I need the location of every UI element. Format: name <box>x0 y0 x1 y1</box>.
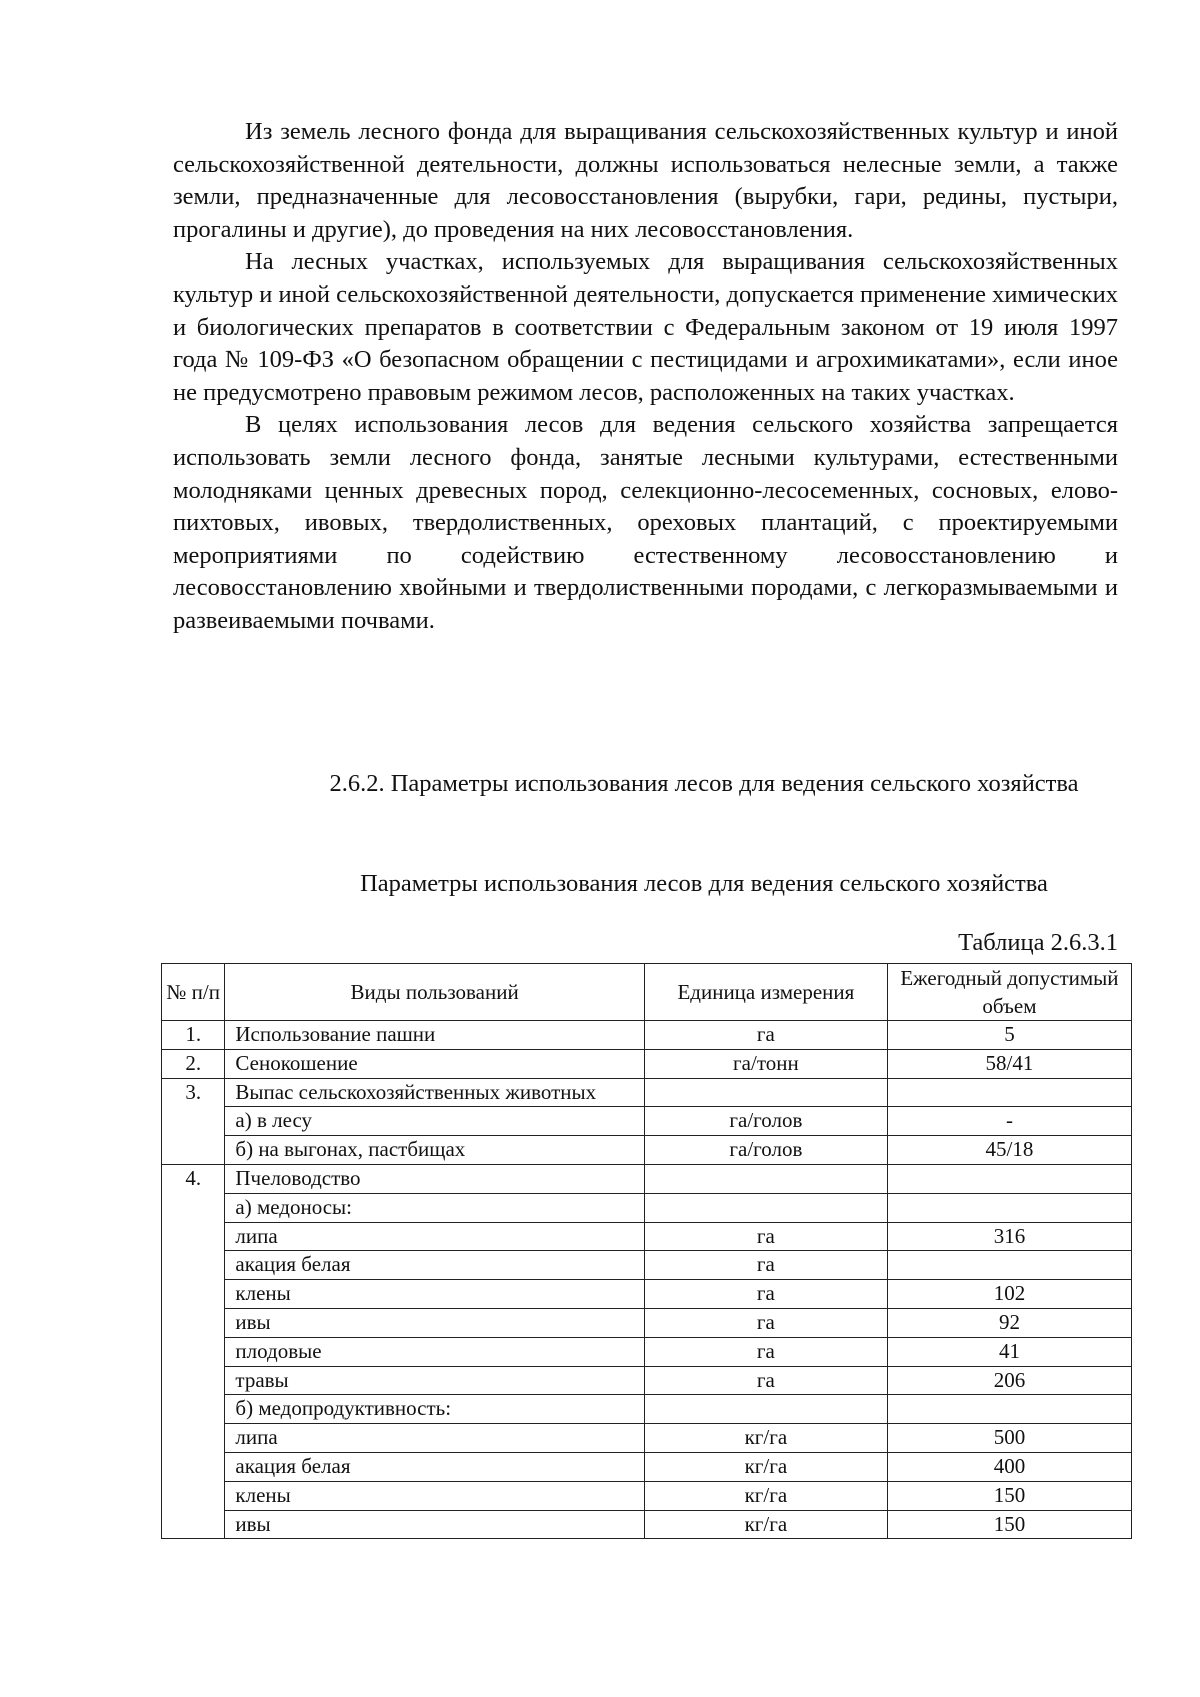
cell-name: акация белая <box>225 1251 644 1280</box>
table-row <box>162 1136 1132 1165</box>
cell-name: липа <box>225 1424 644 1453</box>
table-row <box>162 1337 1132 1366</box>
table-row <box>162 1251 1132 1280</box>
paragraph: Из земель лесного фонда для выращивания сельскохозяйственных культур и иной сельскохозяйственной деятельности, должны использоваться нелесные земли, а также земли, предназначенные для лесовосстановления (вырубки, гари, редины, пустыри, прогалины и другие), до проведения на них лесовосстановления. <box>173 118 1118 243</box>
cell-unit: га/голов <box>644 1107 887 1136</box>
cell-name: Пчеловодство <box>225 1164 644 1193</box>
cell-num <box>162 1395 225 1424</box>
table-row <box>162 1481 1132 1510</box>
cell-unit <box>644 1395 887 1424</box>
table-row <box>162 1366 1132 1395</box>
cell-volume: 58/41 <box>887 1049 1131 1078</box>
cell-num <box>162 1308 225 1337</box>
document-body <box>173 116 1118 638</box>
cell-num <box>162 1481 225 1510</box>
cell-volume: 92 <box>887 1308 1131 1337</box>
cell-num <box>162 1366 225 1395</box>
table-row <box>162 1395 1132 1424</box>
cell-volume: 500 <box>887 1424 1131 1453</box>
cell-name: Сенокошение <box>225 1049 644 1078</box>
cell-volume: 206 <box>887 1366 1131 1395</box>
cell-name: Использование пашни <box>225 1021 644 1050</box>
cell-name: б) медопродуктивность: <box>225 1395 644 1424</box>
table-row <box>162 1107 1132 1136</box>
cell-unit: га <box>644 1337 887 1366</box>
cell-name: ивы <box>225 1510 644 1539</box>
table-row <box>162 1308 1132 1337</box>
cell-num <box>162 1280 225 1309</box>
cell-name: а) медоносы: <box>225 1193 644 1222</box>
cell-unit: га <box>644 1021 887 1050</box>
table-row <box>162 1452 1132 1481</box>
cell-volume <box>887 1193 1131 1222</box>
cell-name: плодовые <box>225 1337 644 1366</box>
cell-num <box>162 1136 225 1165</box>
cell-name: липа <box>225 1222 644 1251</box>
cell-volume: 316 <box>887 1222 1131 1251</box>
header-num: № п/п <box>162 964 225 1021</box>
cell-name: клены <box>225 1280 644 1309</box>
cell-volume: 5 <box>887 1021 1131 1050</box>
cell-volume: 400 <box>887 1452 1131 1481</box>
table-row <box>162 1510 1132 1539</box>
cell-unit: кг/га <box>644 1510 887 1539</box>
parameters-table <box>161 963 1132 1539</box>
table-row <box>162 1164 1132 1193</box>
cell-unit: га/голов <box>644 1136 887 1165</box>
cell-unit: га/тонн <box>644 1049 887 1078</box>
table-row <box>162 1193 1132 1222</box>
cell-unit: га <box>644 1308 887 1337</box>
cell-num: 3. <box>162 1078 225 1107</box>
header-name: Виды пользований <box>225 964 644 1021</box>
cell-num <box>162 1251 225 1280</box>
cell-num <box>162 1222 225 1251</box>
cell-volume: 150 <box>887 1510 1131 1539</box>
cell-name: травы <box>225 1366 644 1395</box>
cell-unit: га <box>644 1280 887 1309</box>
cell-unit: га <box>644 1366 887 1395</box>
cell-volume: 45/18 <box>887 1136 1131 1165</box>
cell-name: клены <box>225 1481 644 1510</box>
cell-num: 4. <box>162 1164 225 1193</box>
cell-unit <box>644 1078 887 1107</box>
cell-volume: 150 <box>887 1481 1131 1510</box>
table-row <box>162 1424 1132 1453</box>
paragraph: На лесных участках, используемых для выращивания сельскохозяйственных культур и иной сельскохозяйственной деятельности, допускается применение химических и биологических препаратов в соответствии с Федеральным законом от 19 июля 1997 года № 109-ФЗ «О безопасном обращении с пестицидами и агрохимикатами», если иное не предусмотрено правовым режимом лесов, расположенных на таких участках. <box>173 248 1118 406</box>
cell-volume: 102 <box>887 1280 1131 1309</box>
cell-num: 2. <box>162 1049 225 1078</box>
cell-unit: кг/га <box>644 1481 887 1510</box>
cell-name: акация белая <box>225 1452 644 1481</box>
cell-volume <box>887 1395 1131 1424</box>
cell-unit: кг/га <box>644 1452 887 1481</box>
header-volume: Ежегодный допустимый объем <box>887 964 1131 1021</box>
cell-unit: га <box>644 1222 887 1251</box>
cell-num <box>162 1452 225 1481</box>
cell-volume: - <box>887 1107 1131 1136</box>
cell-name: а) в лесу <box>225 1107 644 1136</box>
cell-unit: га <box>644 1251 887 1280</box>
cell-num <box>162 1107 225 1136</box>
cell-unit <box>644 1164 887 1193</box>
cell-num <box>162 1193 225 1222</box>
section-title: 2.6.2. Параметры использования лесов для ведения сельского хозяйства <box>329 770 1079 797</box>
cell-num <box>162 1510 225 1539</box>
header-unit: Единица измерения <box>644 964 887 1021</box>
cell-name: ивы <box>225 1308 644 1337</box>
cell-unit: кг/га <box>644 1424 887 1453</box>
table-row <box>162 1222 1132 1251</box>
cell-volume <box>887 1251 1131 1280</box>
table-number: Таблица 2.6.3.1 <box>958 929 1118 956</box>
cell-volume <box>887 1164 1131 1193</box>
table-body <box>162 1021 1132 1539</box>
table-caption: Параметры использования лесов для ведения сельского хозяйства <box>360 870 1048 897</box>
cell-num <box>162 1424 225 1453</box>
table-row <box>162 1021 1132 1050</box>
table-row <box>162 1280 1132 1309</box>
cell-name: Выпас сельскохозяйственных животных <box>225 1078 644 1107</box>
paragraph: В целях использования лесов для ведения сельского хозяйства запрещается использовать земли лесного фонда, занятые лесными культурами, естественными молодняками ценных древесных пород, селекционно-лесосеменных, сосновых, елово-пихтовых, ивовых, твердолиственных, ореховых плантаций, с проектируемыми мероприятиями по содействию естественному лесовосстановлению и лесовосстановлению хвойными и твердолиственными породами, с легкоразмываемыми и развеиваемыми почвами. <box>173 411 1118 634</box>
table-row <box>162 1049 1132 1078</box>
table-header-row <box>162 964 1132 1021</box>
cell-num <box>162 1337 225 1366</box>
cell-unit <box>644 1193 887 1222</box>
cell-name: б) на выгонах, пастбищах <box>225 1136 644 1165</box>
table-row <box>162 1078 1132 1107</box>
cell-volume: 41 <box>887 1337 1131 1366</box>
cell-num: 1. <box>162 1021 225 1050</box>
cell-volume <box>887 1078 1131 1107</box>
